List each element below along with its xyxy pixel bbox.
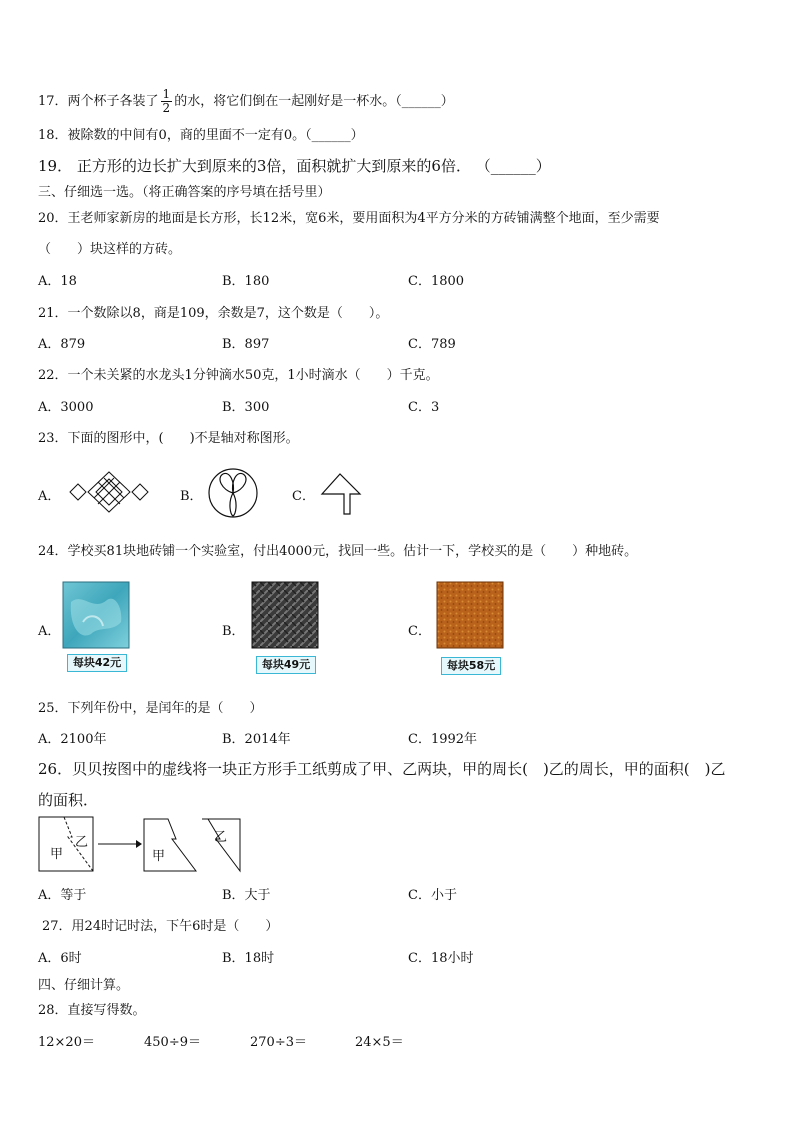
- question-24: 24．学校买81块地砖铺一个实验室，付出4000元，找回一些。估计一下，学校买的是（ ）种地砖。: [38, 544, 638, 559]
- question-23: 23．下面的图形中，( )不是轴对称图形。: [38, 431, 299, 446]
- q26-option-b: B．大于: [222, 888, 271, 903]
- section-4-heading: 四、仔细计算。: [38, 978, 130, 993]
- calc-item-1: 12×20＝: [38, 1035, 95, 1050]
- q21-option-a: A．879: [38, 337, 86, 352]
- question-20-line1: 20．王老师家新房的地面是长方形，长12米，宽6米，要用面积为4平方分米的方砖铺满整个地面，至少需要: [38, 211, 660, 226]
- knot-pattern-figure: [68, 470, 150, 514]
- question-28: 28．直接写得数。: [38, 1003, 146, 1018]
- q25-option-b: B．2014年: [222, 732, 291, 747]
- q24-label-c: C．: [408, 624, 431, 639]
- question-18: 18．被除数的中间有0，商的里面不一定有0。（______）: [38, 128, 364, 143]
- tile-a-price: 每块42元: [67, 654, 127, 672]
- q21-option-b: B．897: [222, 337, 270, 352]
- fraction-half: [161, 88, 173, 115]
- tile-b-image: [252, 582, 320, 650]
- section-3-heading: 三、仔细选一选。（将正确答案的序号填在括号里）: [38, 185, 331, 200]
- question-21: 21．一个数除以8，商是109，余数是7，这个数是（ ）。: [38, 306, 389, 321]
- fraction-numerator: 1: [162, 87, 171, 101]
- calc-item-3: 270÷3＝: [250, 1035, 307, 1050]
- q27-option-b: B．18时: [222, 951, 275, 966]
- question-27: 27．用24时记时法，下午6时是（ ）: [42, 919, 279, 934]
- q17-text-post: 的水，将它们倒在一起刚好是一杯水。（______）: [174, 94, 454, 109]
- q24-label-b: B．: [222, 624, 245, 639]
- question-17: [38, 88, 454, 115]
- question-26-line2: 的面积．: [38, 791, 99, 809]
- q22-option-b: B．300: [222, 400, 270, 415]
- q20-option-a: A．18: [38, 274, 77, 289]
- calc-item-4: 24×5＝: [355, 1035, 404, 1050]
- fig-label-jia-piece: 甲: [152, 849, 166, 864]
- q22-option-c: C．3: [408, 400, 440, 415]
- tile-c-image: [437, 582, 505, 650]
- question-20-line2: （ ）块这样的方砖。: [38, 242, 182, 257]
- arrow-house-figure: [320, 472, 364, 518]
- q26-option-a: A．等于: [38, 888, 87, 903]
- q24-label-a: A．: [38, 624, 61, 639]
- q27-option-a: A．6时: [38, 951, 82, 966]
- circle-three-petal-figure: [208, 468, 258, 518]
- paper-cut-diagram: [38, 815, 242, 873]
- q25-option-c: C．1992年: [408, 732, 478, 747]
- q25-option-a: A．2100年: [38, 732, 107, 747]
- q21-option-c: C．789: [408, 337, 456, 352]
- tile-b-price: 每块49元: [256, 656, 316, 674]
- q22-option-a: A．3000: [38, 400, 94, 415]
- fraction-denominator: 2: [162, 101, 171, 115]
- tile-c-price: 每块58元: [441, 657, 501, 675]
- question-22: 22．一个未关紧的水龙头1分钟滴水50克，1小时滴水（ ）千克。: [38, 368, 439, 383]
- q27-option-c: C．18小时: [408, 951, 474, 966]
- q20-option-c: C．1800: [408, 274, 465, 289]
- fig-label-jia-original: 甲: [50, 847, 64, 862]
- question-25: 25．下列年份中，是闰年的是（ ）: [38, 701, 263, 716]
- fig-label-yi-original: 乙: [75, 835, 89, 850]
- q20-option-b: B．180: [222, 274, 270, 289]
- q26-option-c: C．小于: [408, 888, 457, 903]
- q23-label-c: C．: [292, 489, 315, 504]
- q23-label-b: B．: [180, 489, 203, 504]
- calc-item-2: 450÷9＝: [144, 1035, 201, 1050]
- tile-a-image: [63, 582, 131, 650]
- q17-text-pre: 17．两个杯子各装了: [38, 94, 159, 109]
- question-26-line1: 26．贝贝按图中的虚线将一块正方形手工纸剪成了甲、乙两块，甲的周长( )乙的周长，甲的面积( )乙: [38, 760, 726, 778]
- question-19: 19． 正方形的边长扩大到原来的3倍，面积就扩大到原来的6倍． （______）: [38, 157, 551, 175]
- q23-label-a: A．: [38, 489, 61, 504]
- fig-label-yi-piece: 乙: [214, 830, 228, 845]
